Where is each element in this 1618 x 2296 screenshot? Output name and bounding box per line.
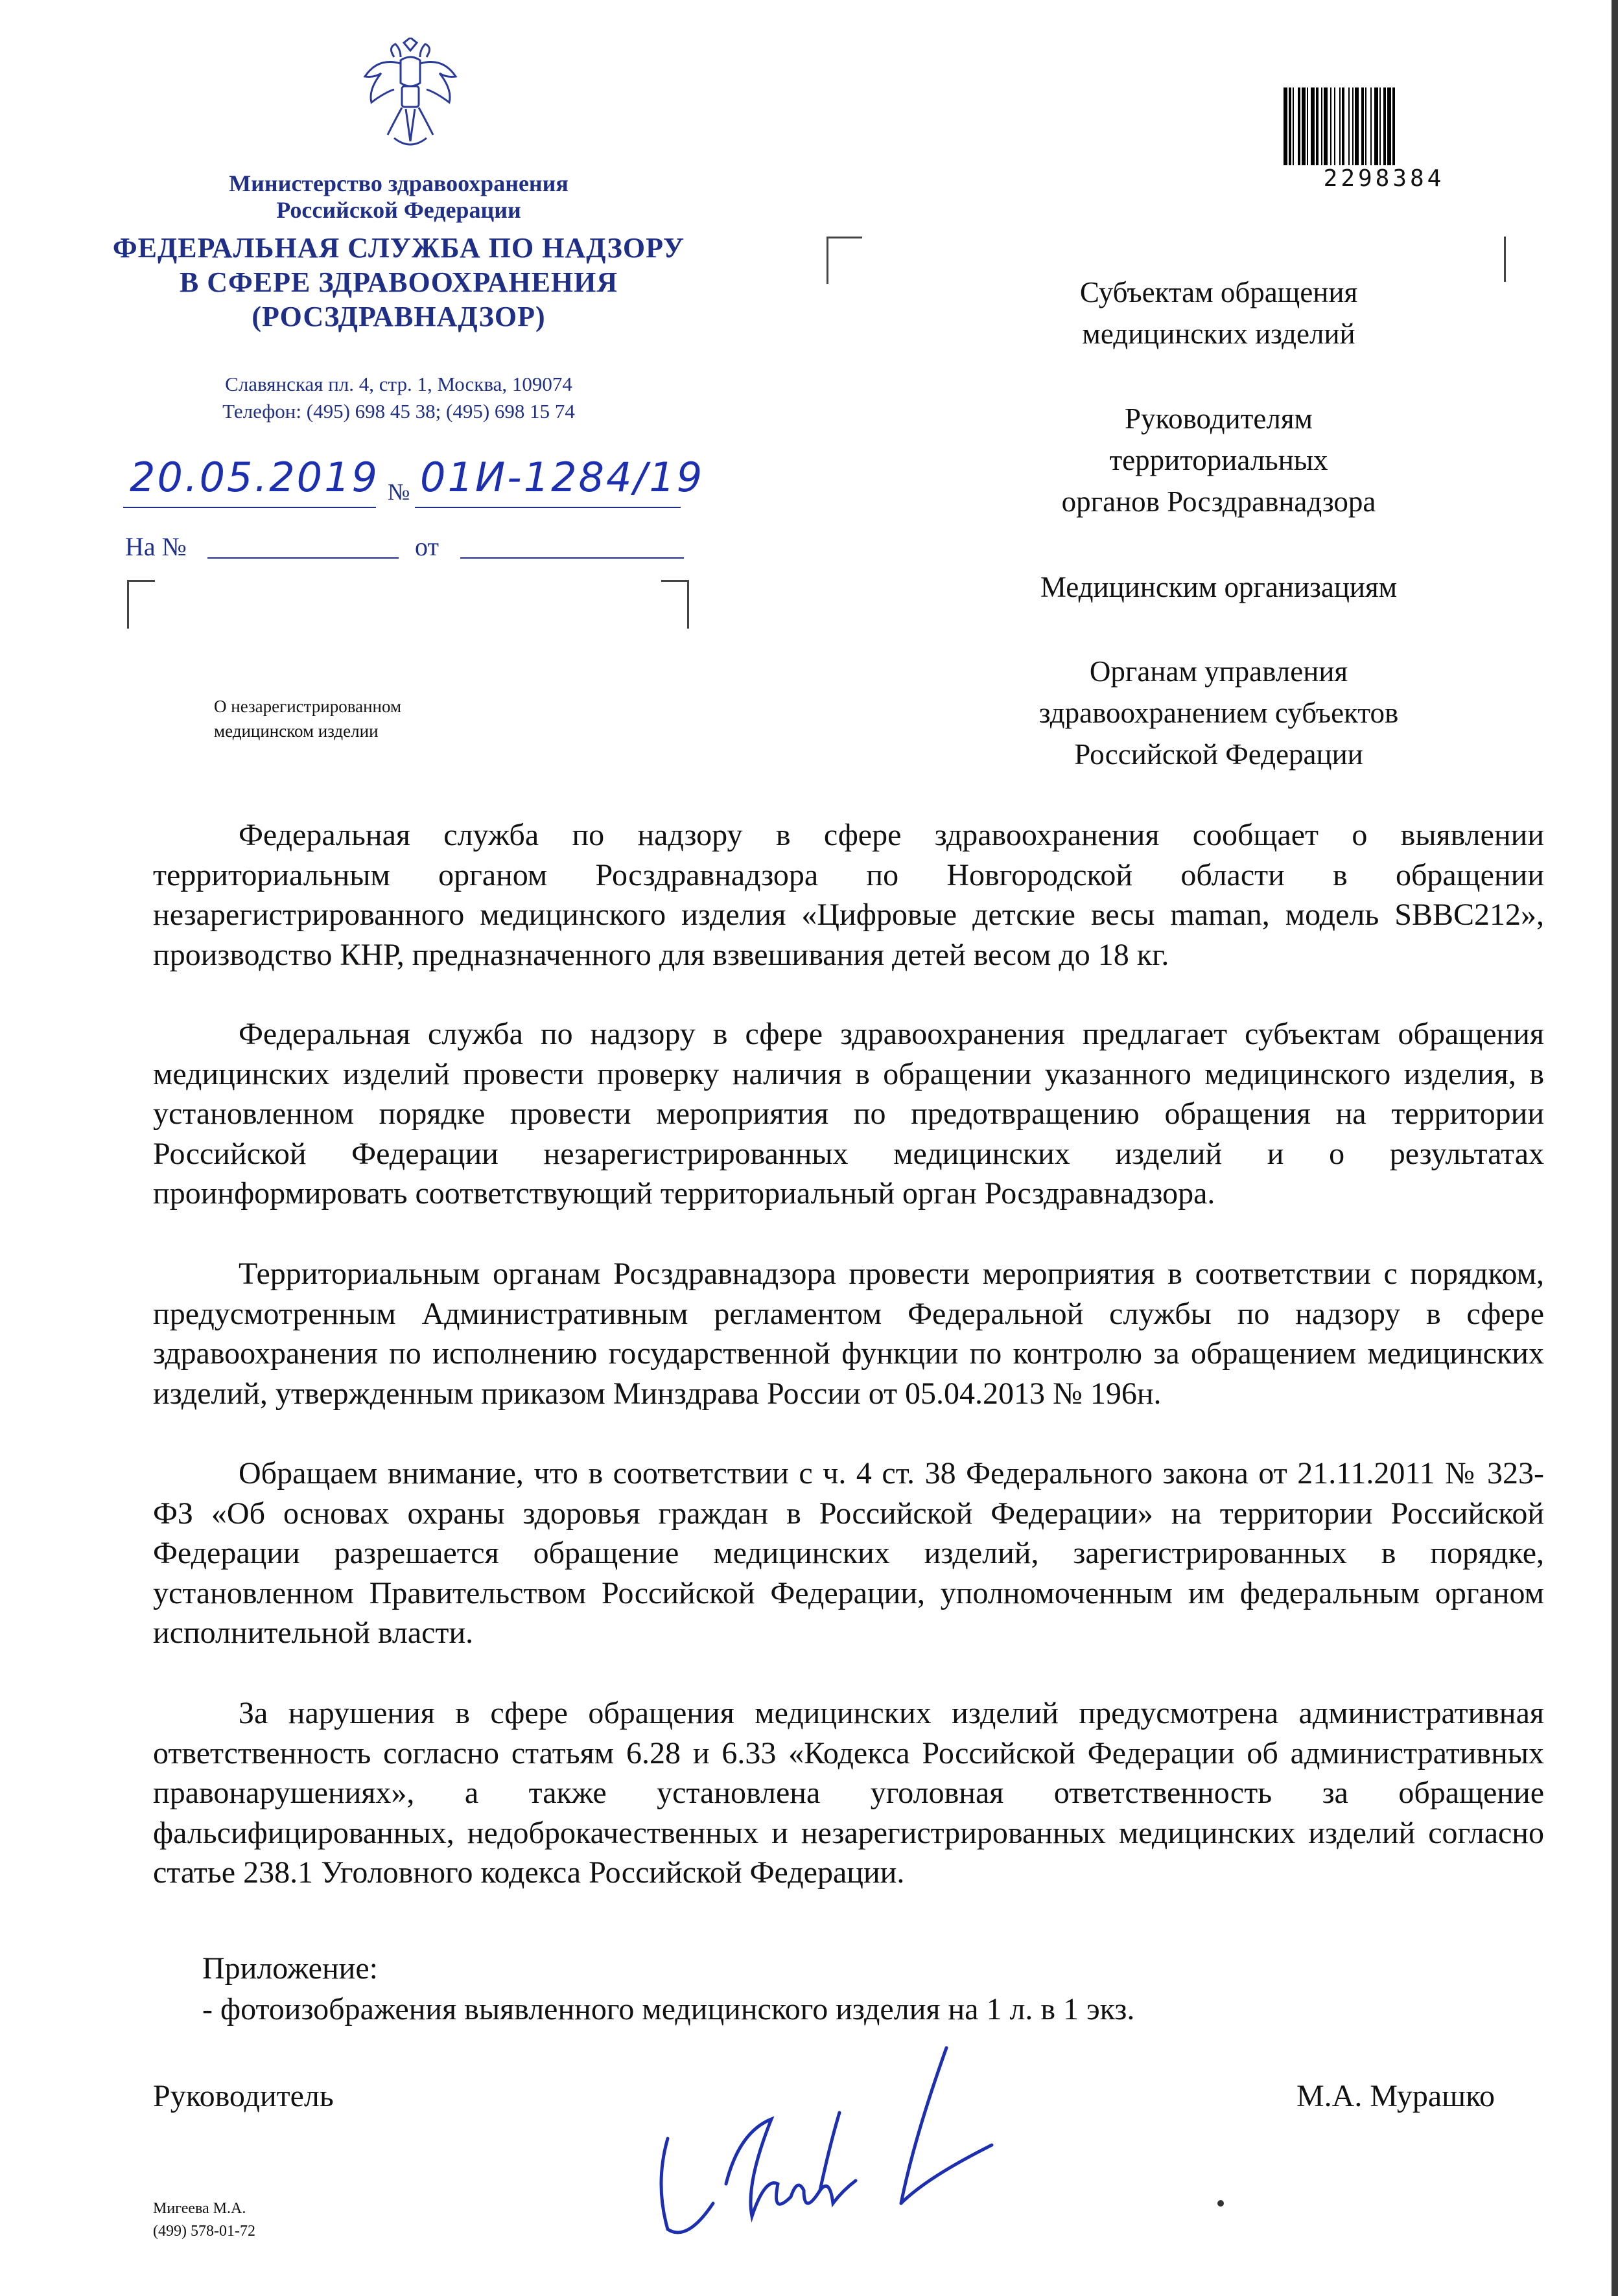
body-paragraph-2-text: Федеральная служба по надзору в сфере здравоохранения предлагает субъектам обращения медицинских изделий провести проверку наличия в обращении указанного медицинского изделия, в установленном порядке провести мероприятия по предотвращению обращения на территории Российской Федерации незарегистрированных медицинских изделий и о результатах проинформировать соответствующий территориальный орган Росздравнадзора. — [153, 1017, 1544, 1211]
subject-corner-right — [661, 580, 689, 629]
barcode-icon — [1284, 87, 1478, 165]
signer-position: Руководитель — [153, 2079, 334, 2113]
body-paragraph-4 — [153, 1454, 1544, 1653]
service-phone: Телефон: (495) 698 45 38; (495) 698 15 74 — [222, 400, 575, 423]
executor-phone: (499) 578-01-72 — [153, 2223, 255, 2240]
body-paragraph-4-text: Обращаем внимание, что в соответствии с ч. 4 ст. 38 Федерального закона от 21.11.2011 № 323-ФЗ «Об основах охраны здоровья граждан в Российской Федерации» на территории Российской Федерации разрешается обращение медицинских изделий, зарегистрированных в порядке, установленном Правительством Российской Федерации, уполномоченным им федеральным органом исполнительной власти. — [153, 1456, 1544, 1650]
addressee-4-line2: здравоохранением субъектов — [1038, 697, 1399, 729]
ministry-name-line1: Министерство здравоохранения — [229, 170, 569, 196]
coat-of-arms-icon — [355, 38, 465, 154]
body-paragraph-3-text: Территориальным органам Росздравнадзора провести мероприятия в соответствии с порядком, предусмотренным Административным регламентом Федеральной службы по надзору в сфере здравоохранения по исполнению государственной функции по контролю за обращением медицинских изделий, утвержденным приказом Минздрава России от 05.04.2013 № 196н. — [153, 1257, 1544, 1411]
registration-number: 01И-1284/19 — [420, 454, 705, 501]
body-paragraph-5 — [153, 1693, 1544, 1893]
addressee-2-line3: органов Росздравнадзора — [1061, 485, 1376, 518]
addressee-2-line2: территориальных — [1109, 444, 1328, 476]
reference-number-label: На № — [125, 532, 187, 561]
scan-dot — [1217, 2200, 1224, 2207]
ministry-name-line2: Российской Федерации — [276, 197, 521, 223]
addressee-4-line1: Органам управления — [1089, 655, 1348, 688]
letter-subject-line1: О незарегистрированном — [214, 697, 402, 716]
addressee-corner-left — [827, 237, 862, 284]
body-paragraph-3 — [153, 1254, 1544, 1413]
addressee-4-line3: Российской Федерации — [1074, 738, 1363, 771]
attachment-title: Приложение: — [202, 1951, 378, 1986]
service-address: Славянская пл. 4, стр. 1, Москва, 109074 — [225, 373, 572, 395]
body-paragraph-1 — [153, 815, 1544, 975]
barcode-number: 2298384 — [1323, 165, 1445, 192]
body-paragraph-5-text: За нарушения в сфере обращения медицинских изделий предусмотрена административная ответственность согласно статьям 6.28 и 6.33 «Кодекса Российской Федерации об административных правонарушениях», а также установлена уголовная ответственность за обращение фальсифицированных, недоброкачественных и незарегистрированных медицинских изделий согласно статье 238.1 Уголовного кодекса Российской Федерации. — [153, 1696, 1544, 1890]
reference-from-label: от — [415, 532, 439, 561]
date-underline — [123, 507, 376, 508]
handwritten-signature-icon — [642, 2035, 1005, 2249]
letter-subject-line2: медицинском изделии — [214, 721, 379, 741]
addressee-2-line1: Руководителям — [1125, 402, 1313, 435]
addressee-1-line1: Субъектам обращения — [1079, 276, 1358, 308]
body-paragraph-2 — [153, 1014, 1544, 1214]
subject-corner-left — [127, 580, 155, 629]
service-name-line3: (РОСЗДРАВНАДЗОР) — [252, 301, 546, 332]
registration-number-label: № — [388, 479, 410, 505]
addressee-1-line2: медицинских изделий — [1082, 318, 1355, 350]
number-underline — [415, 507, 681, 508]
scan-edge-shadow — [1612, 0, 1618, 2296]
signer-name: М.А. Мурашко — [1296, 2079, 1495, 2113]
body-paragraph-1-text: Федеральная служба по надзору в сфере здравоохранения сообщает о выявлении территориальным органом Росздравнадзора по Новгородской области в обращении незарегистрированного медицинского изделия «Цифровые детские весы maman, модель SBBC212», производство КНР, предназначенного для взвешивания детей весом до 18 кг. — [153, 818, 1544, 972]
addressee-3-line1: Медицинским организациям — [1040, 571, 1398, 603]
reference-number-line — [207, 557, 399, 559]
attachment-item: - фотоизображения выявленного медицинского изделия на 1 л. в 1 экз. — [202, 1992, 1135, 2026]
service-name-line1: ФЕДЕРАЛЬНАЯ СЛУЖБА ПО НАДЗОРУ — [112, 232, 685, 264]
registration-date: 20.05.2019 — [130, 454, 379, 501]
executor-name: Мигеева М.А. — [153, 2200, 246, 2217]
reference-date-line — [460, 557, 684, 559]
service-name-line2: В СФЕРЕ ЗДРАВООХРАНЕНИЯ — [179, 266, 618, 298]
